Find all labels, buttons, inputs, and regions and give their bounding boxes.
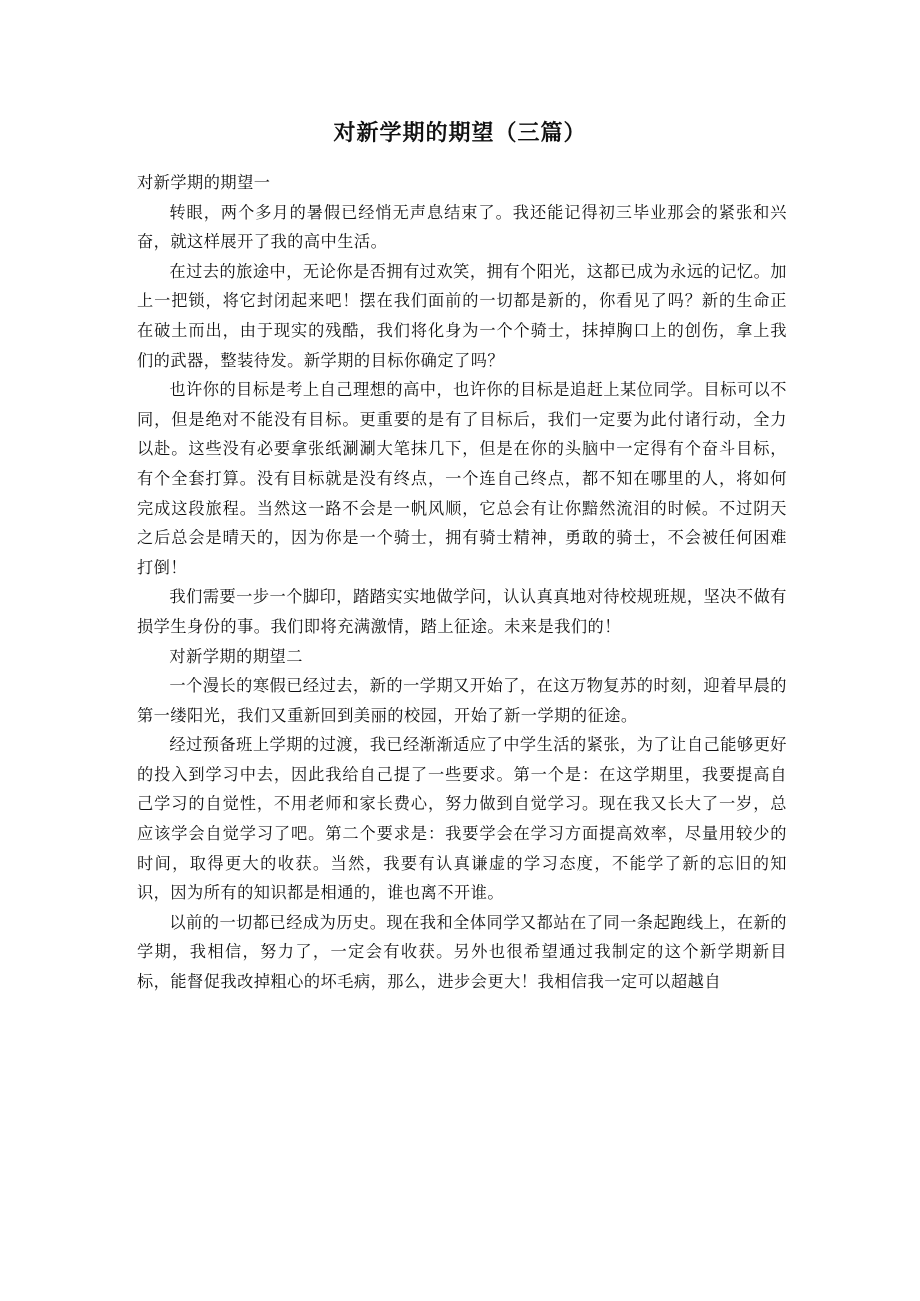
paragraph: 经过预备班上学期的过渡，我已经渐渐适应了中学生活的紧张，为了让自己能够更好的投入到学习中去，因此我给自己提了一些要求。第一个是：在这学期里，我要提高自己学习的自觉性，不用老师和家长费心，努力做到自觉学习。现在我又长大了一岁，总应该学会自觉学习了吧。第二个要求是：我要学会在学习方面提高效率，尽量用较少的时间，取得更大的收获。当然，我要有认真谦虚的学习态度，不能学了新的忘旧的知识，因为所有的知识都是相通的，谁也离不开谁。 (137, 735, 787, 903)
section-heading: 对新学期的期望二 (169, 646, 303, 666)
paragraph: 在过去的旅途中，无论你是否拥有过欢笑，拥有个阳光，这都已成为永远的记忆。加上一把锁，将它封闭起来吧！摆在我们面前的一切都是新的，你看见了吗？新的生命正在破土而出，由于现实的残酷，我们将化身为一个个骑士，抹掉胸口上的创伤，拿上我们的武器，整装待发。新学期的目标你确定了吗？ (137, 261, 787, 370)
document-title: 对新学期的期望（三篇） (333, 120, 587, 146)
paragraph: 也许你的目标是考上自己理想的高中，也许你的目标是追赶上某位同学。目标可以不同，但是绝对不能没有目标。更重要的是有了目标后，我们一定要为此付诸行动，全力以赴。这些没有必要拿张纸涮涮大笔抹几下，但是在你的头脑中一定得有个奋斗目标，有个全套打算。没有目标就是没有终点，一个连自己终点，都不知在哪里的人，将如何完成这段旅程。当然这一路不会是一帆风顺，它总会有让你黯然流泪的时候。不过阴天之后总会是晴天的，因为你是一个骑士，拥有骑士精神，勇敢的骑士，不会被任何困难打倒！ (137, 380, 787, 577)
section-heading: 对新学期的期望一 (137, 173, 271, 192)
paragraph: 以前的一切都已经成为历史。现在我和全体同学又都站在了同一条起跑线上，在新的学期，我相信，努力了，一定会有收获。另外也很希望通过我制定的这个新学期新目标，能督促我改掉粗心的坏毛病，那么，进步会更大！我相信我一定可以超越自 (137, 912, 787, 992)
document-body (137, 168, 787, 997)
paragraph: 转眼，两个多月的暑假已经悄无声息结束了。我还能记得初三毕业那会的紧张和兴奋，就这样展开了我的高中生活。 (137, 202, 787, 252)
paragraph: 我们需要一步一个脚印，踏踏实实地做学问，认认真真地对待校规班规，坚决不做有损学生身份的事。我们即将充满激情，踏上征途。未来是我们的！ (137, 587, 787, 636)
paragraph: 一个漫长的寒假已经过去，新的一学期又开始了，在这万物复苏的时刻，迎着早晨的第一缕阳光，我们又重新回到美丽的校园，开始了新一学期的征途。 (137, 676, 787, 725)
